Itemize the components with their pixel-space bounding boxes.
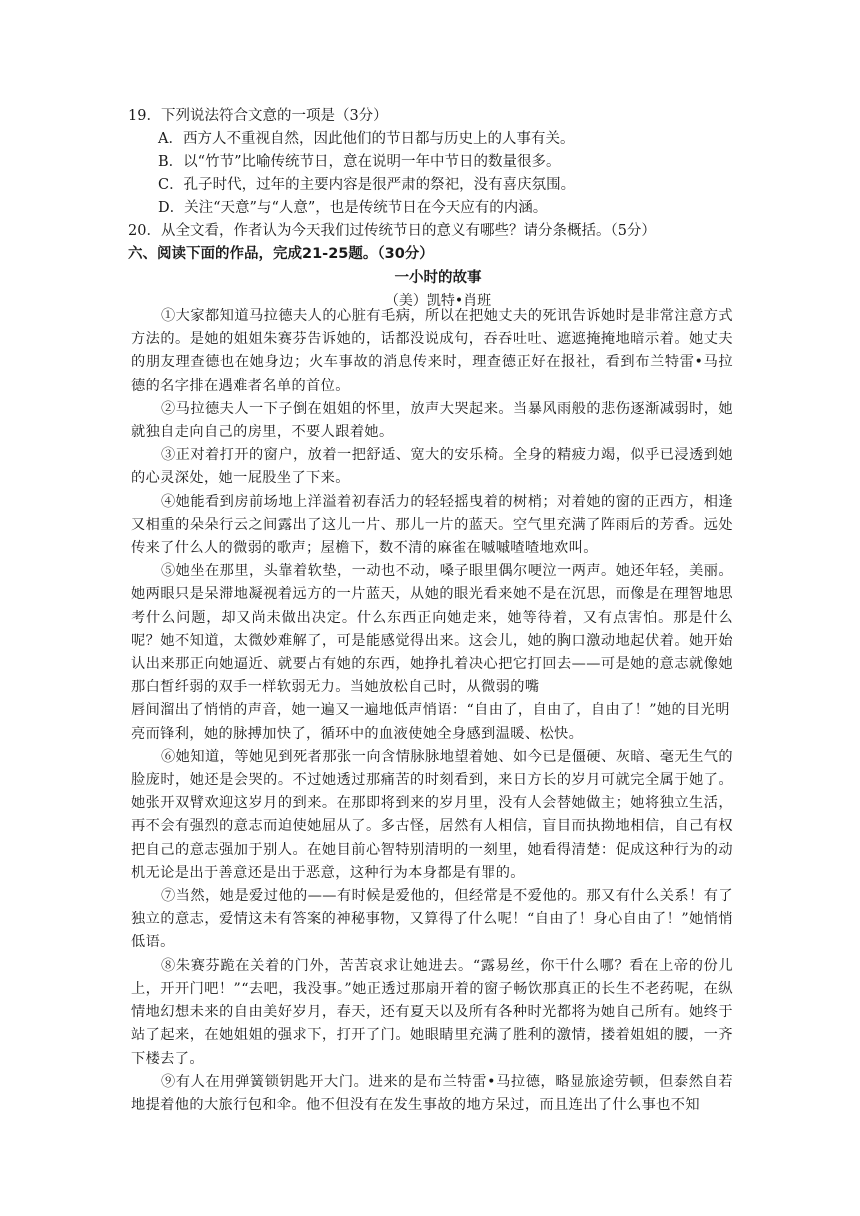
story-author: （美）凯特•肖班 bbox=[384, 293, 492, 309]
story-title: 一小时的故事 bbox=[394, 270, 482, 286]
question-19-option-b: B．以“竹节”比喻传统节日，意在说明一年中节日的数量很多。 bbox=[158, 154, 561, 170]
story-body bbox=[131, 305, 733, 1117]
story-paragraph-7: ⑦当然，她是爱过他的——有时候是爱他的，但经常是不爱他的。那又有什么关系！有了独立的意志，爱情这未有答案的神秘事物，又算得了什么呢！“自由了！身心自由了！”她悄悄低语。 bbox=[131, 888, 733, 951]
section-6-heading: 六、阅读下面的作品，完成21-25题。（30分） bbox=[128, 246, 434, 262]
story-paragraph-8: ⑧朱赛芬跪在关着的门外，苦苦哀求让她进去。“露易丝，你干什么哪？看在上帝的份儿上，开开门吧！”“去吧，我没事。”她正透过那扇开着的窗子畅饮那真正的长生不老药呢，在纵情地幻想未来的自由美好岁月，春天，还有夏天以及所有各种时光都将为她自己所有。她终于站了起来，在她姐姐的强求下，打开了门。她眼睛里充满了胜利的激情，搂着姐姐的腰，一齐下楼去了。 bbox=[131, 957, 733, 1067]
story-paragraph-6: ⑥她知道，等她见到死者那张一向含情脉脉地望着她、如今已是僵硬、灰暗、毫无生气的脸庞时，她还是会哭的。不过她透过那痛苦的时刻看到，来日方长的岁月可就完全属于她了。她张开双臂欢迎这岁月的到来。在那即将到来的岁月里，没有人会替她做主；她将独立生活，再不会有强烈的意志而迫使她屈从了。多古怪，居然有人相信，盲目而执拗地相信，自己有权把自己的意志强加于别人。在她目前心智特别清明的一刻里，她看得清楚：促成这种行为的动机无论是出于善意还是出于恶意，这种行为本身都是有罪的。 bbox=[131, 748, 733, 881]
question-19-option-a: A．西方人不重视自然，因此他们的节日都与历史上的人事有关。 bbox=[158, 131, 575, 147]
question-19-option-c: C．孔子时代，过年的主要内容是很严肃的祭祀，没有喜庆氛围。 bbox=[158, 177, 576, 193]
question-20: 20．从全文看，作者认为今天我们过传统节日的意义有哪些？请分条概括。（5分） bbox=[128, 223, 656, 239]
story-paragraph-1: ①大家都知道马拉德夫人的心脏有毛病，所以在把她丈夫的死讯告诉她时是非常注意方式方法的。是她的姐姐朱赛芬告诉她的，话都没说成句，吞吞吐吐、遮遮掩掩地暗示着。她丈夫的朋友理查德也在她身边；火车事故的消息传来时，理查德正好在报社，看到布兰特雷•马拉德的名字排在遇难者名单的首位。 bbox=[131, 308, 733, 394]
question-19-stem: 19．下列说法符合文意的一项是（3分） bbox=[128, 108, 388, 124]
story-paragraph-3: ③正对着打开的窗户，放着一把舒适、宽大的安乐椅。全身的精疲力竭，似乎已浸透到她的心灵深处，她一屁股坐了下来。 bbox=[131, 447, 733, 487]
question-19-option-d: D．关注“天意”与“人意”，也是传统节日在今天应有的内涵。 bbox=[158, 200, 548, 216]
story-paragraph-4: ④她能看到房前场地上洋溢着初春活力的轻轻摇曳着的树梢；对着她的窗的正西方，相逢又相重的朵朵行云之间露出了这儿一片、那儿一片的蓝天。空气里充满了阵雨后的芳香。远处传来了什么人的微弱的歌声；屋檐下，数不清的麻雀在嘁嘁喳喳地欢叫。 bbox=[131, 493, 733, 557]
questions-block bbox=[128, 105, 748, 313]
story-paragraph-2: ②马拉德夫人一下子倒在姐姐的怀里，放声大哭起来。当暴风雨般的悲伤逐渐减弱时，她就独自走向自己的房里，不要人跟着她。 bbox=[131, 400, 733, 441]
story-paragraph-5: ⑤她坐在那里，头靠着软垫，一动也不动，嗓子眼里偶尔哽泣一两声。她还年轻，美丽。她两眼只是呆滞地凝视着远方的一片蓝天，从她的眼光看来她不是在沉思，而像是在理智地思考什么问题，却又尚未做出决定。什么东西正向她走来，她等待着，又有点害怕。那是什么呢？她不知道，太微妙难解了，可是能感觉得出来。这会儿，她的胸口激动地起伏着。她开始认出来那正向她逼近、就要占有她的东西，她挣扎着决心把它打回去——可是她的意志就像她那白皙纤弱的双手一样软弱无力。当她放松自己时，从微弱的嘴 bbox=[131, 563, 733, 696]
story-paragraph-5-continued: 唇间溜出了悄悄的声音，她一遍又一遍地低声悄语：“自由了，自由了，自由了！”她的目光明亮而锋利，她的脉搏加快了，循环中的血液使她全身感到温暖、松快。 bbox=[131, 702, 730, 742]
story-paragraph-9: ⑨有人在用弹簧锁钥匙开大门。进来的是布兰特雷•马拉德，略显旅途劳顿，但泰然自若地提着他的大旅行包和伞。他不但没有在发生事故的地方呆过，而且连出了什么事也不知 bbox=[131, 1073, 733, 1113]
